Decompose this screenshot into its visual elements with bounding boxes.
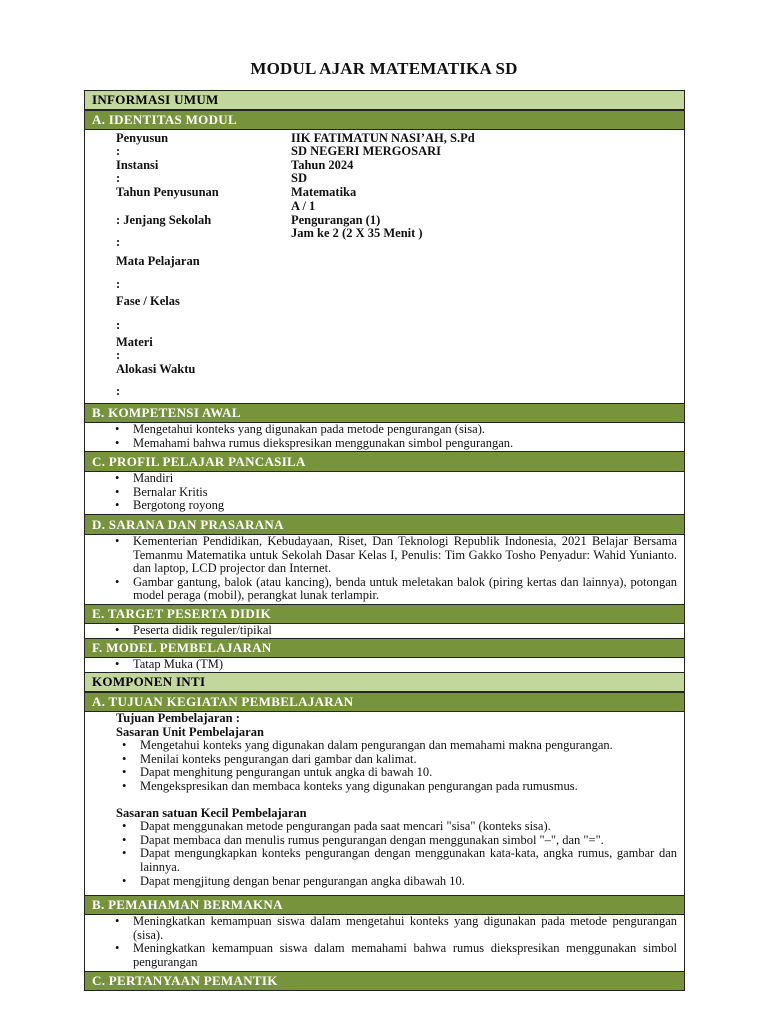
kompetensi-awal-section	[84, 423, 685, 451]
list-item: • Memahami bahwa rumus diekspresikan menggunakan simbol pengurangan.	[133, 437, 677, 451]
pemahaman-bermakna-section	[84, 915, 685, 971]
label-mata-pelajaran: Mata Pelajaran	[116, 254, 200, 268]
value-penyusun: IIK FATIMATUN NASI’AH, S.Pd	[291, 131, 475, 145]
document-title: MODUL AJAR MATEMATIKA SD	[250, 59, 518, 78]
sarana-prasarana-section	[84, 535, 685, 604]
informasi-umum-header: INFORMASI UMUM	[84, 90, 685, 110]
label-alokasi-waktu: Alokasi Waktu	[116, 362, 196, 376]
target-peserta-header: E. TARGET PESERTA DIDIK	[84, 604, 685, 624]
value-instansi: SD NEGERI MERGOSARI	[291, 144, 442, 158]
label-colon: :	[116, 348, 121, 362]
list-item: • Mengetahui konteks yang digunakan pada metode pengurangan (sisa).	[133, 423, 677, 437]
label-colon: :	[116, 171, 121, 185]
kompetensi-awal-header: B. KOMPETENSI AWAL	[84, 403, 685, 423]
list-item: • Gambar gantung, balok (atau kancing), benda untuk meletakan balok (piring kertas dan lainnya), potongan model peraga (mobil), perangkat lunak terlampir.	[133, 576, 677, 603]
list-item: • Mengetahui konteks yang digunakan dalam pengurangan dan memahami makna pengurangan.	[140, 739, 677, 753]
list-item: • Dapat mengungkapkan konteks pengurangan dengan menggunakan kata-kata, angka rumus, gambar dan lainnya.	[140, 847, 677, 874]
list-item: • Bernalar Kritis	[133, 486, 677, 500]
list-item: • Mandiri	[133, 472, 677, 486]
list-item: • Dapat mengjitung dengan benar pengurangan angka dibawah 10.	[140, 875, 677, 889]
value-materi: Pengurangan (1)	[291, 213, 381, 227]
list-item: • Dapat membaca dan menulis rumus pengurangan dengan menggunakan simbol "–", dan "=".	[140, 834, 677, 848]
tujuan-kegiatan-header: A. TUJUAN KEGIATAN PEMBELAJARAN	[84, 692, 685, 712]
target-peserta-section	[84, 624, 685, 638]
list-item: • Dapat menghitung pengurangan untuk angka di bawah 10.	[140, 766, 677, 780]
identitas-modul-section	[84, 130, 685, 403]
value-tahun: Tahun 2024	[291, 158, 354, 172]
sarana-prasarana-header: D. SARANA DAN PRASARANA	[84, 514, 685, 535]
komponen-inti-header: KOMPONEN INTI	[84, 672, 685, 692]
list-item: • Dapat menggunakan metode pengurangan pada saat mencari "sisa" (konteks sisa).	[140, 820, 677, 834]
label-instansi: Instansi	[116, 158, 159, 172]
value-jenjang: SD	[291, 171, 307, 185]
list-item: • Mengekspresikan dan membaca konteks yang digunakan pengurangan pada rumusmus.	[140, 780, 677, 794]
value-fase-kelas: A / 1	[291, 199, 316, 213]
label-jenjang-sekolah: : Jenjang Sekolah	[116, 213, 212, 227]
pertanyaan-pemantik-header: C. PERTANYAAN PEMANTIK	[84, 971, 685, 991]
identitas-modul-header: A. IDENTITAS MODUL	[84, 110, 685, 130]
label-colon: :	[116, 144, 121, 158]
model-pembelajaran-header: F. MODEL PEMBELAJARAN	[84, 638, 685, 658]
label-penyusun: Penyusun	[116, 131, 169, 145]
label-tahun-penyusunan: Tahun Penyusunan	[116, 185, 219, 199]
module-table	[84, 90, 685, 991]
pemahaman-bermakna-header: B. PEMAHAMAN BERMAKNA	[84, 895, 685, 915]
label-materi: Materi	[116, 335, 153, 349]
list-item: • Tatap Muka (TM)	[133, 658, 677, 672]
list-item: • Kementerian Pendidikan, Kebudayaan, Riset, Dan Teknologi Republik Indonesia, 2021 Belajar Bersama Temanmu Matematika untuk Sekolah Dasar Kelas I, Penulis: Tim Gakko Tosho Penyadur: Wahid Yunianto. dan laptop, LCD projector dan Internet.	[133, 535, 677, 576]
label-colon: :	[116, 384, 121, 398]
list-item: • Meningkatkan kemampuan siswa dalam mengetahui konteks yang digunakan pada metode pengurangan (sisa).	[133, 915, 677, 942]
tujuan-pembelajaran-label: Tujuan Pembelajaran :	[116, 711, 240, 725]
tujuan-kegiatan-section	[84, 712, 685, 895]
profil-pelajar-section	[84, 472, 685, 514]
label-colon: :	[116, 318, 121, 332]
list-item: • Peserta didik reguler/tipikal	[133, 624, 677, 638]
value-alokasi-waktu: Jam ke 2 (2 X 35 Menit )	[291, 226, 423, 240]
list-item: • Menilai konteks pengurangan dari gambar dan kalimat.	[140, 753, 677, 767]
label-fase-kelas: Fase / Kelas	[116, 294, 180, 308]
value-mata-pelajaran: Matematika	[291, 185, 357, 199]
model-pembelajaran-section	[84, 658, 685, 672]
list-item: • Meningkatkan kemampuan siswa dalam memahami bahwa rumus diekspresikan menggunakan simbol pengurangan	[133, 942, 677, 969]
sasaran-unit-label: Sasaran Unit Pembelajaran	[116, 724, 264, 739]
sasaran-satuan-label: Sasaran satuan Kecil Pembelajaran	[116, 805, 307, 820]
label-colon: :	[116, 277, 121, 291]
label-colon: :	[116, 235, 121, 249]
list-item: • Bergotong royong	[133, 499, 677, 513]
profil-pelajar-header: C. PROFIL PELAJAR PANCASILA	[84, 451, 685, 472]
